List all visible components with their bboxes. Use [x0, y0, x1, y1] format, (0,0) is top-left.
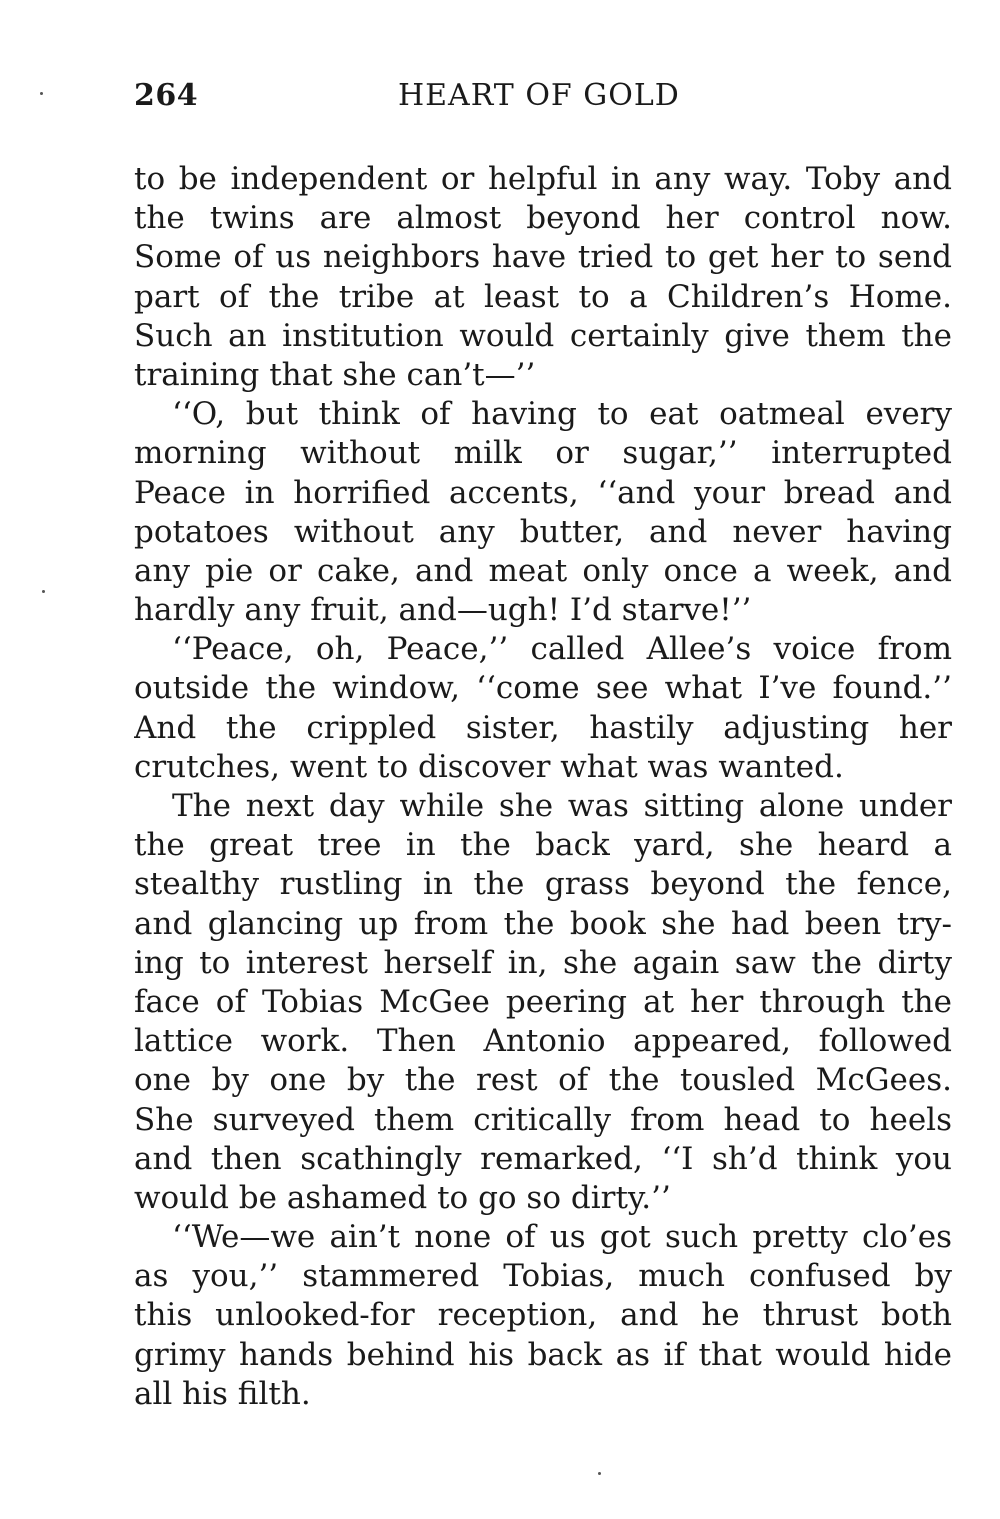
text-line: any pie or cake, and meat only once a week, and [134, 552, 952, 589]
text-line: grimy hands behind his back as if that would hide [134, 1336, 952, 1373]
text-line: ‘‘Peace, oh, Peace,’’ called Allee’s voice from [172, 631, 952, 668]
text-line: Peace in horrified accents, ‘‘and your bread and [134, 474, 952, 511]
text-line: potatoes without any butter, and never having [134, 513, 952, 550]
text-line: ‘‘O, but think of having to eat oatmeal every [172, 396, 952, 433]
text-line: ‘‘We—we ain’t none of us got such pretty clo’es [172, 1219, 952, 1256]
text-line: to be independent or helpful in any way. Toby and [134, 161, 952, 197]
text-line: one by one by the rest of the tousled McGees. [134, 1062, 952, 1099]
page-number: 264 [134, 78, 199, 113]
text-line: And the crippled sister, hastily adjusting her [134, 709, 952, 746]
text-line: face of Tobias McGee peering at her through the [134, 983, 952, 1020]
text-line: Such an institution would certainly give them the [134, 317, 952, 354]
text-line: this unlooked-for reception, and he thrust both [134, 1297, 952, 1334]
text-line: as you,’’ stammered Tobias, much confused by [134, 1258, 952, 1295]
text-line: She surveyed them critically from head to heels [134, 1101, 952, 1138]
scan-speck [40, 92, 43, 95]
text-line: and then scathingly remarked, ‘‘I sh’d think you [134, 1140, 952, 1177]
text-line: crutches, went to discover what was wanted. [134, 748, 844, 785]
text-line: lattice work. Then Antonio appeared, followed [134, 1023, 952, 1060]
scan-speck [42, 590, 45, 593]
text-line: and glancing up from the book she had been try- [134, 905, 952, 942]
text-line: training that she can’t—’’ [134, 356, 536, 393]
text-line: stealthy rustling in the grass beyond the fence, [134, 866, 952, 903]
text-line: the twins are almost beyond her control now. [134, 200, 952, 237]
text-line: Some of us neighbors have tried to get her to send [134, 239, 952, 276]
body-text [134, 160, 952, 1414]
text-line: outside the window, ‘‘come see what I’ve found.’’ [134, 670, 952, 707]
running-head [134, 78, 952, 118]
text-line: morning without milk or sugar,’’ interrupted [134, 435, 952, 472]
text-line: all his filth. [134, 1375, 311, 1412]
scan-speck [598, 1472, 601, 1475]
text-line: The next day while she was sitting alone under [172, 788, 952, 824]
text-line: part of the tribe at least to a Children’s Home. [134, 278, 952, 315]
text-line: ing to interest herself in, she again saw the dirty [134, 944, 952, 981]
text-line: would be ashamed to go so dirty.’’ [134, 1179, 671, 1216]
text-line: hardly any fruit, and—ugh! I’d starve!’’ [134, 592, 752, 629]
book-title: HEART OF GOLD [398, 78, 680, 113]
text-line: the great tree in the back yard, she heard a [134, 827, 952, 864]
